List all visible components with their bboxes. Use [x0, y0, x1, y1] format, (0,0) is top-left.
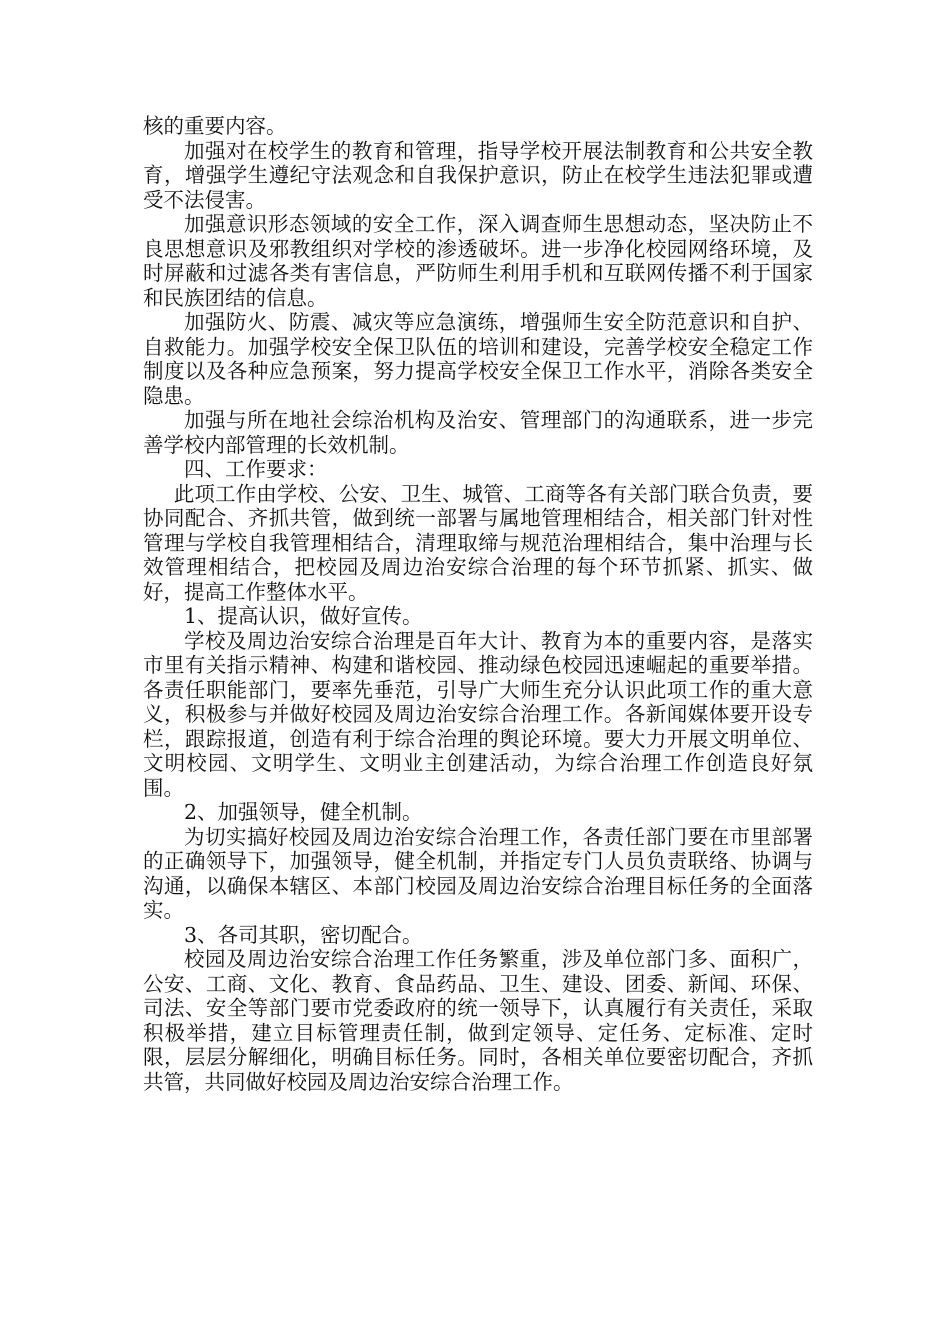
subheading-cooperation: 3、各司其职，密切配合。: [184, 922, 423, 947]
paragraph-joint-responsibility: 此项工作由学校、公安、卫生、城管、工商等各有关部门联合负责，要协同配合、齐抓共管，做到统一部署与属地管理相结合，相关部门针对性管理与学校自我管理相结合，清理取缔与规范治理相结合，集中治理与长效管理相结合，把校园及周边治安综合治理的每个环节抓紧、抓实、做好，提高工作整体水平。: [143, 481, 813, 604]
paragraph-community-liaison: 加强与所在地社会综治机构及治安、管理部门的沟通联系，进一步完善学校内部管理的长效机制。: [143, 408, 813, 457]
paragraph-ideology-security: 加强意识形态领域的安全工作，深入调查师生思想动态，坚决防止不良思想意识及邪教组织对学校的渗透破坏。进一步净化校园网络环境，及时屏蔽和过滤各类有害信息，严防师生利用手机和互联网传播不利于国家和民族团结的信息。: [143, 212, 813, 310]
paragraph-continuation: 核的重要内容。: [143, 114, 287, 138]
paragraph-leadership: 为切实搞好校园及周边治安综合治理工作，各责任部门要在市里部署的正确领导下，加强领导，健全机制，并指定专门人员负责联络、协调与沟通，以确保本辖区、本部门校园及周边治安综合治理目标任务的全面落实。: [143, 824, 813, 922]
paragraph-cooperation: 校园及周边治安综合治理工作任务繁重，涉及单位部门多、面积广，公安、工商、文化、教育、食品药品、卫生、建设、团委、新闻、环保、司法、安全等部门要市党委政府的统一领导下，认真履行有关责任，采取积极举措，建立目标管理责任制，做到定领导、定任务、定标准、定时限，层层分解细化，明确目标任务。同时，各相关单位要密切配合，齐抓共管，共同做好校园及周边治安综合治理工作。: [143, 947, 813, 1094]
paragraph-emergency-drills: 加强防火、防震、减灾等应急演练，增强师生安全防范意识和自护、自救能力。加强学校安全保卫队伍的培训和建设，完善学校安全稳定工作制度以及各种应急预案，努力提高学校安全保卫工作水平，消除各类安全隐患。: [143, 310, 813, 408]
document-body: [143, 114, 813, 1094]
paragraph-awareness: 学校及周边治安综合治理是百年大计、教育为本的重要内容，是落实市里有关指示精神、构建和谐校园、推动绿色校园迅速崛起的重要举措。各责任职能部门，要率先垂范，引导广大师生充分认识此项工作的重大意义，积极参与并做好校园及周边治安综合治理工作。各新闻媒体要开设专栏，跟踪报道，创造有利于综合治理的舆论环境。要大力开展文明单位、文明校园、文明学生、文明业主创建活动，为综合治理工作创造良好氛围。: [143, 628, 813, 800]
subheading-leadership: 2、加强领导，健全机制。: [184, 800, 423, 824]
section-heading-work-requirements: 四、工作要求：: [184, 457, 328, 481]
subheading-awareness: 1、提高认识，做好宣传。: [184, 604, 423, 628]
paragraph-student-education: 加强对在校学生的教育和管理，指导学校开展法制教育和公共安全教育，增强学生遵纪守法观念和自我保护意识，防止在校学生违法犯罪或遭受不法侵害。: [143, 138, 813, 212]
